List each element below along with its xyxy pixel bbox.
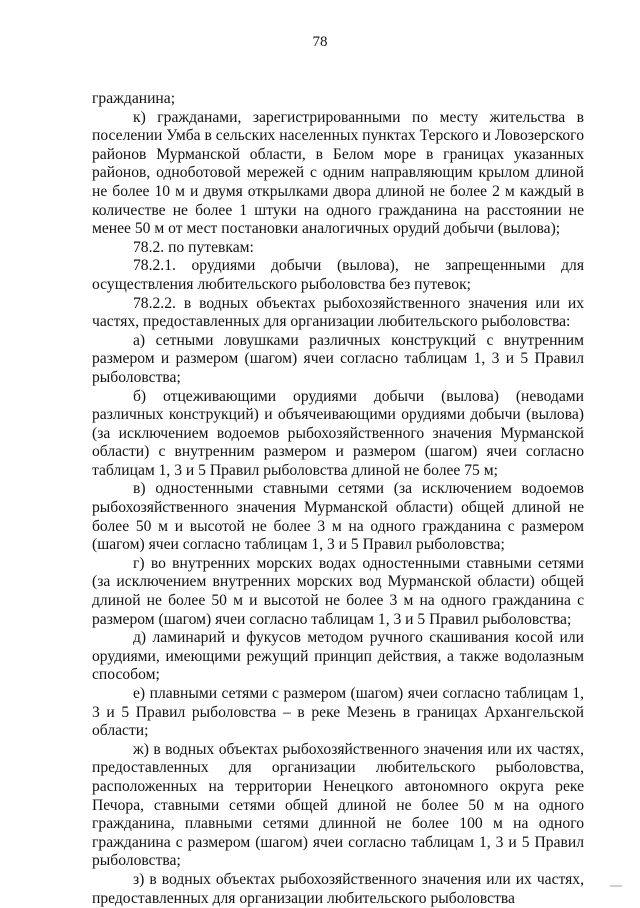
- paragraph-78-2: 78.2. по путевкам:: [133, 238, 254, 256]
- scan-mark: [610, 885, 622, 887]
- paragraph-item-k: к) гражданами, зарегистрированными по месту жительства в поселении Умба в сельских населенных пунктах Терского и Ловозерского районов Мурманской области, в Белом море в границах указанных районов, одноботовой мережей с одним направляющим крылом длиной не более 10 м и двумя открылками двора длиной не более 2 м каждый в количестве не более 1 штуки на одного гражданина на расстоянии не менее 50 м от мест постановки аналогичных орудий добычи (вылова);: [92, 108, 584, 238]
- paragraph-item-a: а) сетными ловушками различных конструкций с внутренним размером и размером (шагом) ячеи согласно таблицам 1, 3 и 5 Правил рыболовства;: [92, 331, 584, 386]
- paragraph-78-2-2: 78.2.2. в водных объектах рыбохозяйственного значения или их частях, предоставленных для организации любительского рыболовства:: [92, 294, 584, 331]
- paragraph-item-v: в) одностенными ставными сетями (за исключением водоемов рыбохозяйственного значения Мурманской области) общей длиной не более 50 м и высотой не более 3 м на одного гражданина с размером (шагом) ячеи согласно таблицам 1, 3 и 5 Правил рыболовства;: [92, 480, 584, 554]
- paragraph-item-g: г) во внутренних морских водах одностенными ставными сетями (за исключением внутренних морских вод Мурманской области) общей длиной не более 50 м и высотой не более 3 м на одного гражданина с размером (шагом) ячеи согласно таблицам 1, 3 и 5 Правил рыболовства;: [92, 554, 584, 628]
- paragraph-item-zh: ж) в водных объектах рыбохозяйственного значения или их частях, предоставленных для организации любительского рыболовства, расположенных на территории Ненецкого автономного округа реке Печора, ставными сетями общей длиной не более 50 м на одного гражданина, плавными сетями длинной не более 100 м на одного гражданина с размером (шагом) ячеи согласно таблицам 1, 3 и 5 Правил рыболовства;: [92, 740, 584, 870]
- paragraph-item-d: д) ламинарий и фукусов методом ручного скашивания косой или орудиями, имеющими режущий принцип действия, а также водолазным способом;: [92, 629, 584, 684]
- paragraph-item-b: б) отцеживающими орудиями добычи (вылова) (неводами различных конструкций) и объячеивающими орудиями добычи (вылова) (за исключением водоемов рыбохозяйственного значения Мурманской области) с внутренним размером и размером (шагом) ячеи согласно таблицам 1, 3 и 5 Правил рыболовства длиной не более 75 м;: [92, 387, 584, 479]
- document-body: [92, 90, 584, 908]
- page-number: 78: [312, 34, 328, 50]
- paragraph-continuation: гражданина;: [92, 90, 176, 107]
- paragraph-item-e: е) плавными сетями с размером (шагом) ячеи согласно таблицам 1, 3 и 5 Правил рыболовства – в реке Мезень в границах Архангельской области;: [92, 685, 584, 740]
- paragraph-item-z: з) в водных объектах рыбохозяйственного значения или их частях, предоставленных для организации любительского рыболовства: [92, 870, 584, 907]
- paragraph-78-2-1: 78.2.1. орудиями добычи (вылова), не запрещенными для осуществления любительского рыболовства без путевок;: [92, 257, 584, 293]
